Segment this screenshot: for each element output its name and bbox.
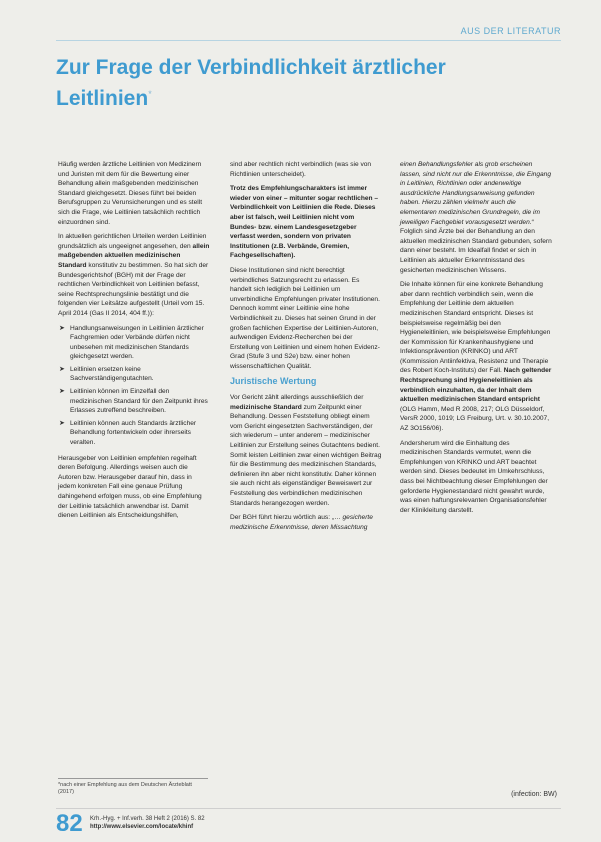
paragraph: Diese Institutionen sind nicht berechtigt verbindliches Satzungsrecht zu erlassen. Es handelt sich lediglich bei Leitlinien um unverbindliche Empfehlungen privater Institutionen. Dennoch kommt einer Leitlinie eine hohe Verbindlichkeit zu. Dieses hat seinen Grund in der großen fachlichen Expertise der Leitlinien-Autoren, aufwendigen Evidenz-Recherchen bei der Erstellung von Leitlinien und einem hohen Evidenz-Grad (Stufe 3 und S2e) bzw. einer hohen wissenschaftlichen Qualität.: [230, 266, 380, 370]
bold-text: allein maßgebenden aktuellen medizinischen Standard: [58, 242, 210, 269]
arrow-bullet-icon: ➤: [59, 324, 65, 332]
bold-text: Nach geltender Rechtsprechung sind Hygieneleitlinien als verbindlich einzuhalten, da der Inhalt dem aktuellen medizinischen Standard entspricht: [400, 367, 552, 404]
arrow-bullet-icon: ➤: [59, 365, 65, 373]
footer-divider: [56, 808, 561, 809]
paragraph: [230, 513, 382, 532]
list-item-text: Leitlinien können auch Standards ärztlicher Behandlung fortentwickeln oder ihrerseits veralten.: [70, 419, 197, 447]
paragraph: Andersherum wird die Einhaltung des medizinischen Standards vermutet, wenn die Empfehlungen von KRINKO und ART beachtet werden sind. Dieses bedeutet im Umkehrschluss, dass bei Nichtbeachtung dieser Empfehlungen der geforderte Hygienestandard nicht gewahrt wurde, was einen haftungsrelevanten Organisationsfehler der Klinikleitung darstellt.: [400, 439, 548, 514]
paragraph: [230, 393, 382, 508]
text-column-1: [58, 160, 210, 526]
page-number: 82: [56, 810, 83, 837]
article-title-text: Zur Frage der Verbindlichkeit ärztlicher Leitlinien: [56, 56, 446, 110]
quote-text: gesicherte medizinische Erkenntnisse, deren Missachtung: [230, 514, 373, 531]
text-run: Vor Gericht zählt allerdings ausschließlich der: [230, 394, 364, 402]
section-divider: [56, 40, 561, 41]
text-run: (OLG Hamm, Med R 2008, 217; OLG Düsseldorf, VersR 2000, 1019; LG Freiburg, Urt. v. 30.10.2007, AZ 3O156/06).: [400, 405, 550, 433]
text-column-2: [230, 160, 382, 537]
list-item-text: Leitlinien können im Einzelfall den medizinischen Standard für den Zeitpunkt ihres Erlasses zutreffend beschreiben.: [70, 388, 208, 415]
journal-citation: [90, 815, 205, 831]
paragraph: sind aber rechtlich nicht verbindlich (was sie von Richtlinien unterscheidet).: [230, 161, 372, 178]
author-signoff: (infection: BW): [511, 791, 557, 798]
list-item: [59, 419, 210, 448]
guideline-list: [58, 324, 210, 448]
footnote: *nach einer Empfehlung aus dem Deutschen Ärzteblatt (2017): [58, 778, 208, 796]
text-run: Die Inhalte können für eine konkrete Behandlung aber dann rechtlich verbindlich sein, wenn die Empfehlung der Leitlinie dem aktuellen medizinischen Standard entspricht. Dieses ist beispielsweise regelmäßig bei den Hygieneleitlinien, wie beispielsweise Empfehlungen der Kommission für Krankenhaushygiene und Infektionsprävention (KRINKO) und ART (Kommission Antiinfektiva, Resistenz und Therapie des Robert Koch-Instituts) der Fall.: [400, 281, 551, 375]
paragraph: [58, 232, 210, 318]
list-item: [59, 387, 210, 416]
text-run: Der BGH führt hierzu wörtlich aus: „…: [230, 514, 343, 522]
text-column-3: [400, 160, 552, 520]
paragraph: [400, 280, 552, 434]
text-run: zum Zeitpunkt einer Behandlung. Dessen Feststellung obliegt einem vom Gericht eingesetzten Sachverständigen, der sich wiederum – unter anderem – medizinischer Leitlinien zur Erstellung seines Gutachtens bedient. Somit leisten Leitlinien zwar einen wichtigen Beitrag für die Bestimmung des medizinischen Standards, definieren ihn aber nicht konstitutiv. Daher können sie auch nicht als eigenständiger Beweiswert zur Feststellung des verbindlichen medizinischen Standards herangezogen werden.: [230, 403, 382, 507]
journal-line: Krh.-Hyg. + Inf.verh. 38 Heft 2 (2016) S. 82: [90, 816, 205, 822]
text-run: “ Folglich sind Ärzte bei der Behandlung an den aktuellen medizinischen Standard gebunden, sofern dann einer besteht. Im Idealfall findet er sich in Leitlinien als aktueller Erkenntnisstand des gesicherten medizinischen Wissens.: [400, 218, 552, 274]
bold-text: medizinische Standard: [230, 403, 302, 411]
text-run: konstitutiv zu bestimmen. So hat sich der Bundesgerichtshof (BGH) mit der Frage der rechtlichen Verbindlichkeit von Leitlinien befasst, seine Rechtsprechungslinie bestätigt und die folgenden vier Leitsätze aufgestellt (Urteil vom 15. April 2014 (Gas II 2014, 404 ff.)):: [58, 261, 209, 317]
title-footnote-mark: *: [148, 89, 152, 99]
arrow-bullet-icon: ➤: [59, 388, 65, 396]
list-item: [59, 324, 210, 362]
list-item: [59, 365, 210, 384]
section-subheading: Juristische Wertung: [230, 376, 317, 387]
list-item-text: Handlungsanweisungen in Leitlinien ärztlicher Fachgremien oder Verbände dürfen nicht unbesehen mit medizinischen Standards gleichgesetzt werden.: [70, 324, 204, 361]
paragraph: Herausgeber von Leitlinien empfehlen regelhaft deren Befolgung. Allerdings weisen auch die Autoren bzw. Herausgeber darauf hin, dass in jedem konkreten Fall eine genaue Prüfung dahingehend erfolgen muss, ob eine Empfehlung der Leitlinie tatsächlich anwendbar ist. Damit dienen Leitlinien als Entscheidungshilfen,: [58, 454, 202, 520]
paragraph: Häufig werden ärztliche Leitlinien von Medizinern und Juristen mit dem für die Bewertung einer Behandlung allein maßgebenden medizinischen Standard gleichgesetzt. Dieses führt bei beiden Berufsgruppen zu Verunsicherungen und es stellt sich die Frage, wie Leitlinien tatsächlich rechtlich einzuordnen sind.: [58, 161, 203, 226]
article-title: [56, 55, 516, 112]
journal-url: http://www.elsevier.com/locate/khinf: [90, 824, 194, 830]
quote-text: einen Behandlungsfehler als grob erscheinen lassen, sind nicht nur die Erkenntnisse, die Eingang in Leitlinien, Richtlinien oder anderweitige ausdrückliche Handlungsanweisung gefunden haben. Hierzu zählen vielmehr auch die elementaren medizinischen Grundregeln, die im jeweiligen Fachgebiet vorausgesetzt werden.: [400, 161, 552, 226]
paragraph: [400, 160, 552, 275]
list-item-text: Leitlinien ersetzen keine Sachverständigengutachten.: [70, 365, 154, 383]
section-label: AUS DER LITERATUR: [460, 26, 561, 36]
arrow-bullet-icon: ➤: [59, 419, 65, 427]
bold-paragraph: Trotz des Empfehlungscharakters ist immer wieder von einer – mitunter sogar rechtlichen – Verbindlichkeit von Leitlinien die Rede. Dieses aber ist falsch, weil Leitlinien nicht vom Bundes- bzw. einem Landesgesetzgeber verfasst werden, sondern von privaten Institutionen (z.B. Verbände, Gremien, Fachgesellschaften).: [230, 185, 379, 260]
text-run: In aktuellen gerichtlichen Urteilen werden Leitlinien grundsätzlich als ungeeignet angesehen, den: [58, 233, 207, 250]
